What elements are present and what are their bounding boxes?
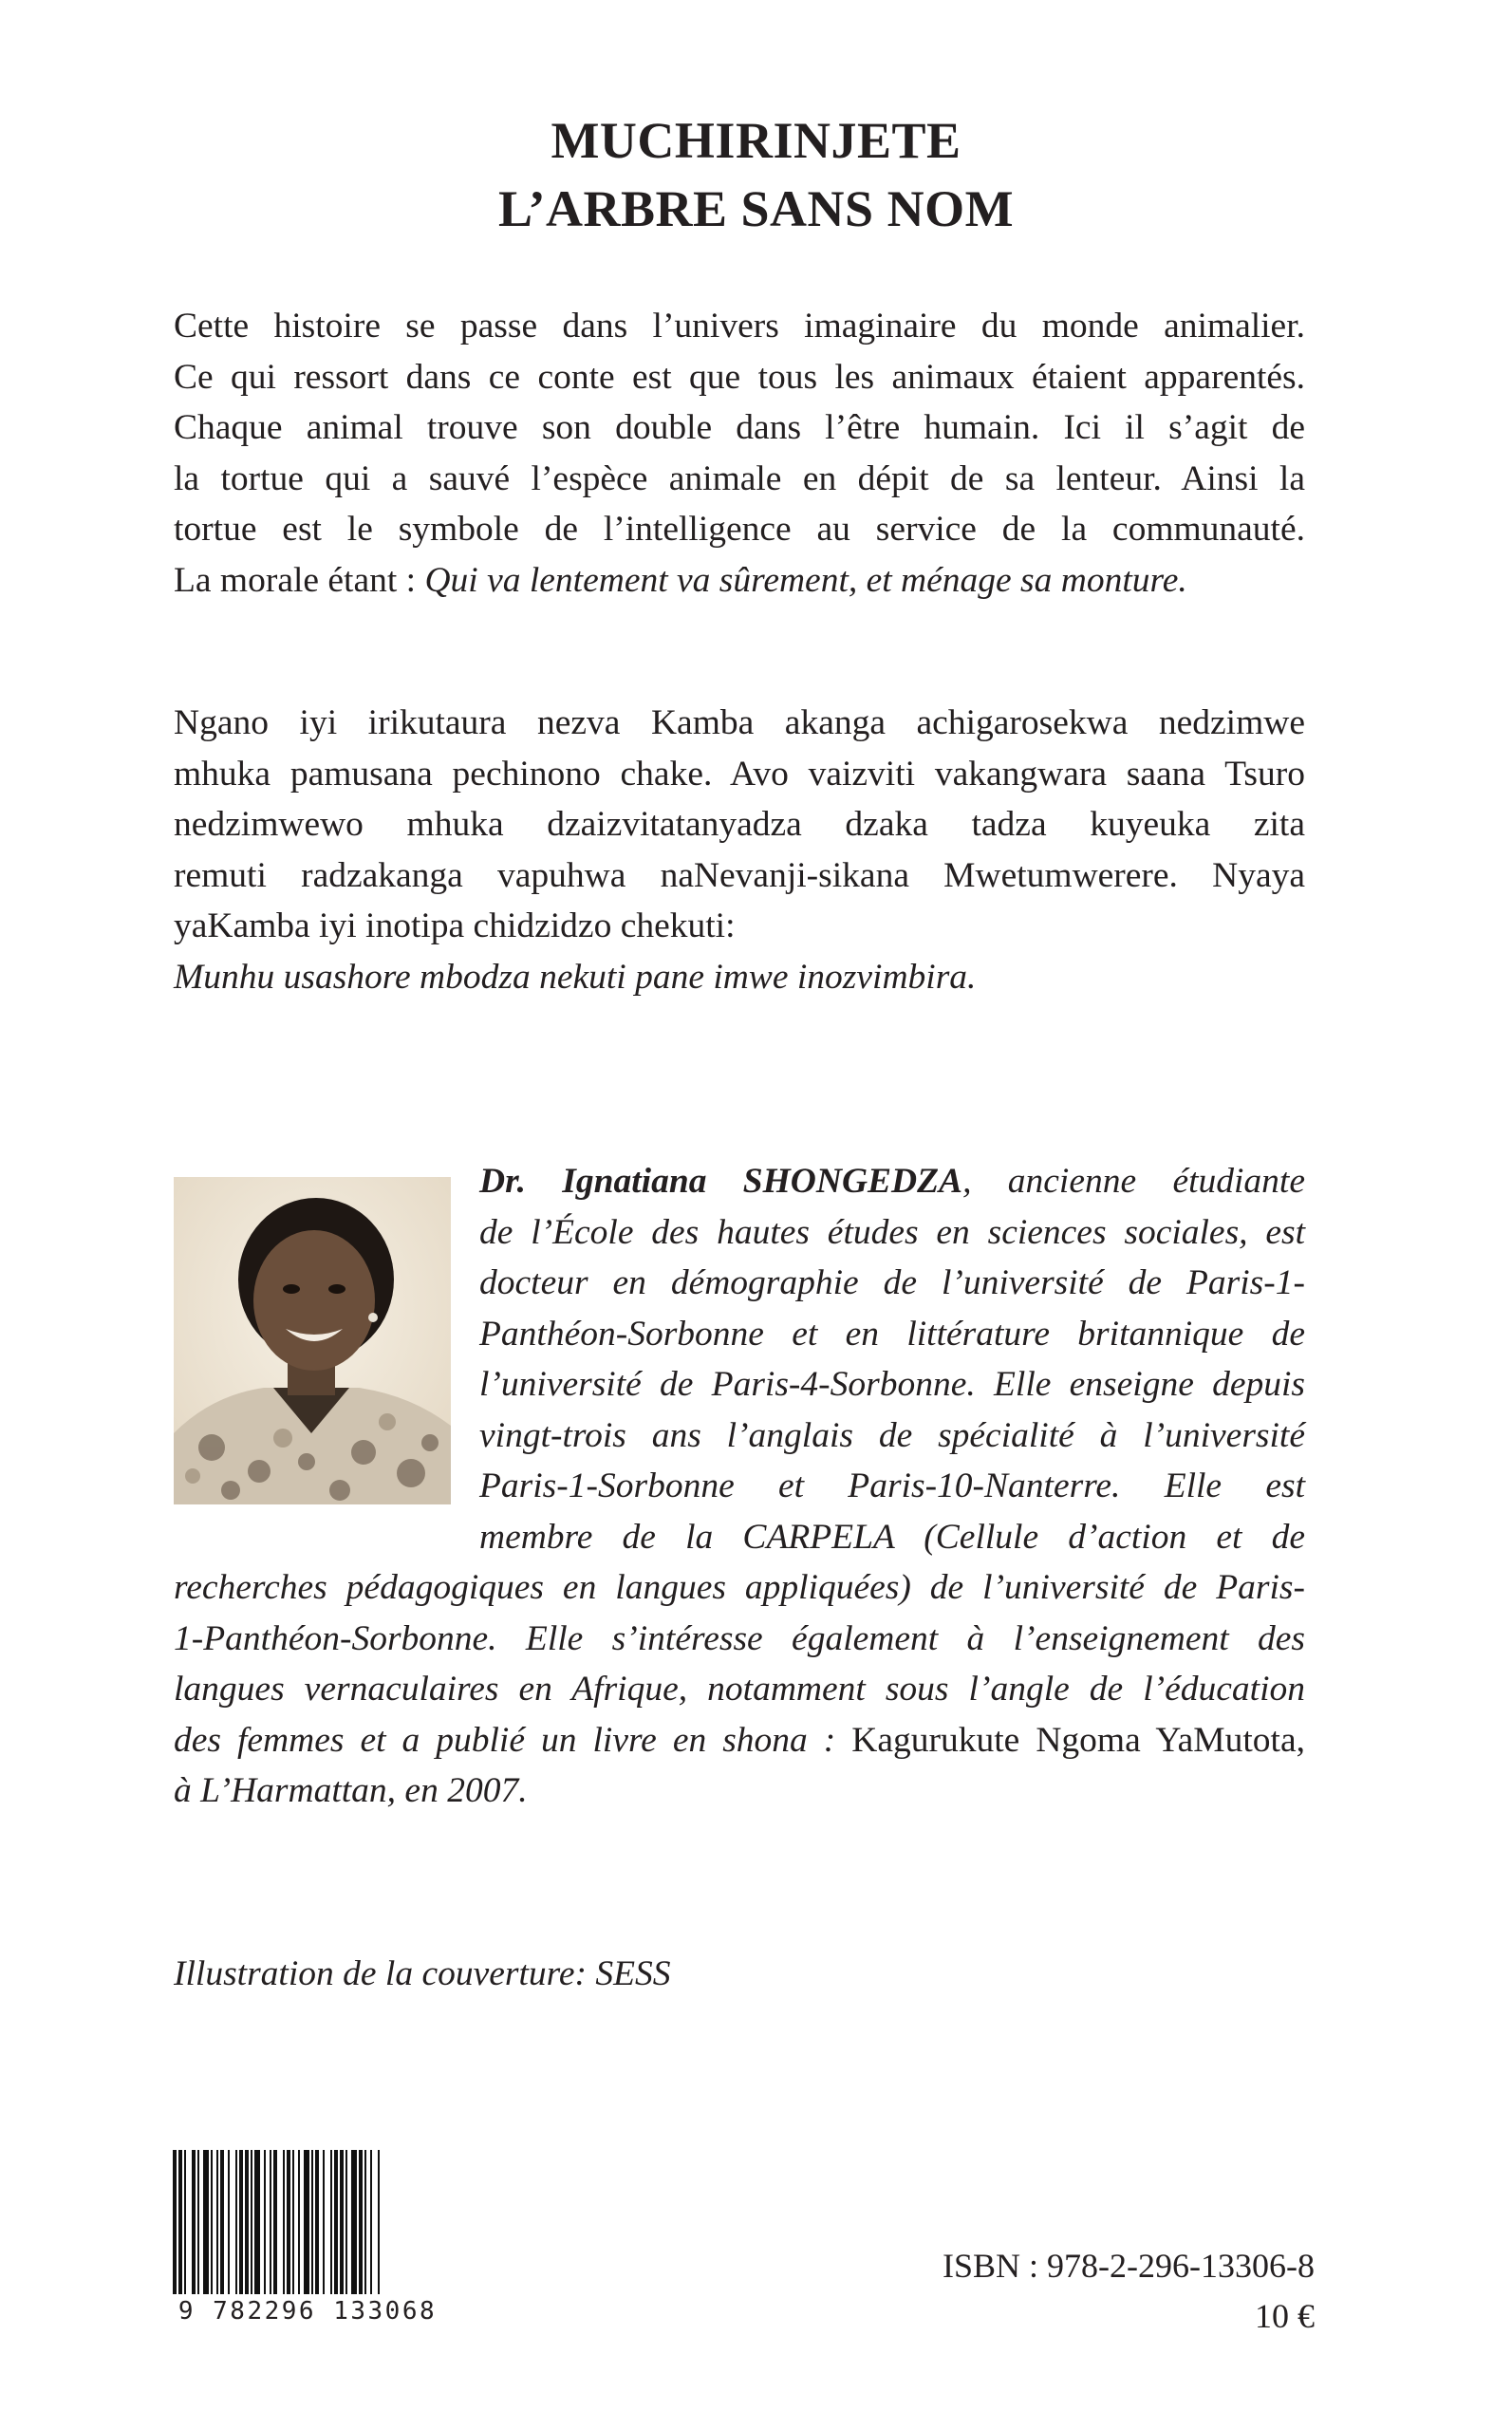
bio-line: vingt-trois ans l’anglais de spécialité à l’université: [479, 1415, 1305, 1455]
barcode-bar: [239, 2150, 243, 2294]
shona-summary-line: mhuka pamusana pechinono chake. Avo vaizviti vakangwara saana Tsuro: [174, 754, 1305, 794]
barcode-bar: [351, 2150, 357, 2294]
barcode-bar: [345, 2150, 347, 2294]
author-name: Dr. Ignatiana SHONGEDZA: [479, 1162, 963, 1201]
bio-line: docteur en démographie de l’université de Paris-1-: [479, 1263, 1305, 1302]
french-summary-line: tortue est le symbole de l’intelligence au service de la communauté.: [174, 510, 1305, 549]
barcode-bar: [334, 2150, 338, 2294]
barcode-bar: [192, 2150, 196, 2294]
barcode-bar: [216, 2150, 218, 2294]
french-summary-line: Cette histoire se passe dans l’univers imaginaire du monde animalier.: [174, 307, 1305, 346]
barcode-bar: [228, 2150, 230, 2294]
barcode-bar: [173, 2150, 177, 2294]
book-title: [0, 106, 1512, 243]
bio-book-title: Kagurukute Ngoma YaMutota,: [851, 1720, 1305, 1760]
barcode-bar: [245, 2150, 249, 2294]
shona-moral-text: Munhu usashore mbodza nekuti pane imwe inozvimbira.: [174, 957, 977, 997]
barcode-bar: [330, 2150, 332, 2294]
bio-line: [479, 1156, 1305, 1207]
barcode-bar: [292, 2150, 294, 2294]
barcode-bar: [203, 2150, 209, 2294]
bio-line: recherches pédagogiques en langues appliquées) de l’université de Paris-: [174, 1568, 1305, 1607]
bio-book-prefix: des femmes et a publié un livre en shona :: [174, 1720, 852, 1760]
french-summary-line: Chaque animal trouve son double dans l’être humain. Ici il s’agit de: [174, 408, 1305, 447]
barcode-bar: [211, 2150, 213, 2294]
bio-line: membre de la CARPELA (Cellule d’action et de: [479, 1517, 1305, 1557]
cover-illustration-credit: Illustration de la couverture: SESS: [174, 1954, 671, 1993]
isbn-barcode: [167, 2150, 448, 2302]
bio-line: l’université de Paris-4-Sorbonne. Elle enseigne depuis: [479, 1365, 1305, 1404]
price: 10 €: [1255, 2297, 1315, 2335]
barcode-bar: [340, 2150, 344, 2294]
barcode-bar: [251, 2150, 252, 2294]
barcode-bar: [323, 2150, 325, 2294]
french-summary-line: Ce qui ressort dans ce conte est que tous les animaux étaient apparentés.: [174, 357, 1305, 397]
bio-line: de l’École des hautes études en sciences sociales, est: [479, 1212, 1305, 1252]
french-moral-line: [174, 555, 1305, 607]
barcode-bar: [298, 2150, 300, 2294]
barcode-bar: [270, 2150, 271, 2294]
barcode-bar: [364, 2150, 366, 2294]
shona-summary-line: yaKamba iyi inotipa chidzidzo chekuti:: [174, 906, 736, 945]
barcode-bar: [370, 2150, 372, 2294]
barcode-bar: [184, 2150, 186, 2294]
barcode-bar: [197, 2150, 199, 2294]
french-moral-text: Qui va lentement va sûrement, et ménage sa monture.: [424, 560, 1187, 600]
shona-summary-line: Ngano iyi irikutaura nezva Kamba akanga achigarosekwa nedzimwe: [174, 703, 1305, 742]
barcode-digits: 9 782296 133068: [177, 2297, 438, 2326]
barcode-bar: [311, 2150, 313, 2294]
french-summary: [174, 301, 1305, 606]
book-title-line-2: L’ARBRE SANS NOM: [497, 180, 1015, 237]
barcode-bar: [359, 2150, 363, 2294]
french-moral-prefix: La morale étant :: [174, 560, 425, 600]
shona-summary-line: nedzimwewo mhuka dzaizvitatanyadza dzaka tadza kuyeuka zita: [174, 805, 1305, 844]
barcode-bar: [273, 2150, 277, 2294]
bio-line: langues vernaculaires en Afrique, notamment sous l’angle de l’éducation: [174, 1670, 1305, 1709]
author-bio: [174, 1156, 1305, 1817]
bio-line: 1-Panthéon-Sorbonne. Elle s’intéresse également à l’enseignement des: [174, 1618, 1305, 1658]
shona-summary-line: remuti radzakanga vapuhwa naNevanji-sikana Mwetumwerere. Nyaya: [174, 855, 1305, 895]
isbn-number: ISBN : 978-2-296-13306-8: [943, 2247, 1315, 2285]
barcode-bar: [264, 2150, 266, 2294]
book-title-line-1: MUCHIRINJETE: [551, 112, 961, 169]
bio-line: Paris-1-Sorbonne et Paris-10-Nanterre. Elle est: [479, 1467, 1305, 1505]
bio-line-1-rest: , ancienne étudiante: [962, 1162, 1305, 1201]
bio-line: [174, 1715, 1305, 1766]
barcode-bar: [304, 2150, 309, 2294]
barcode-bar: [178, 2150, 182, 2294]
barcode-bar: [235, 2150, 237, 2294]
barcode-bar: [287, 2150, 290, 2294]
barcode-bar: [220, 2150, 224, 2294]
barcode-bar: [283, 2150, 285, 2294]
french-summary-line: la tortue qui a sauvé l’espèce animale en dépit de sa lenteur. Ainsi la: [174, 458, 1305, 498]
bio-line: à L’Harmattan, en 2007.: [174, 1771, 528, 1810]
shona-summary: [174, 698, 1305, 1002]
barcode-bar: [378, 2150, 380, 2294]
barcode-bar: [315, 2150, 319, 2294]
bio-line: Panthéon-Sorbonne et en littérature britannique de: [479, 1314, 1305, 1354]
barcode-bar: [254, 2150, 260, 2294]
